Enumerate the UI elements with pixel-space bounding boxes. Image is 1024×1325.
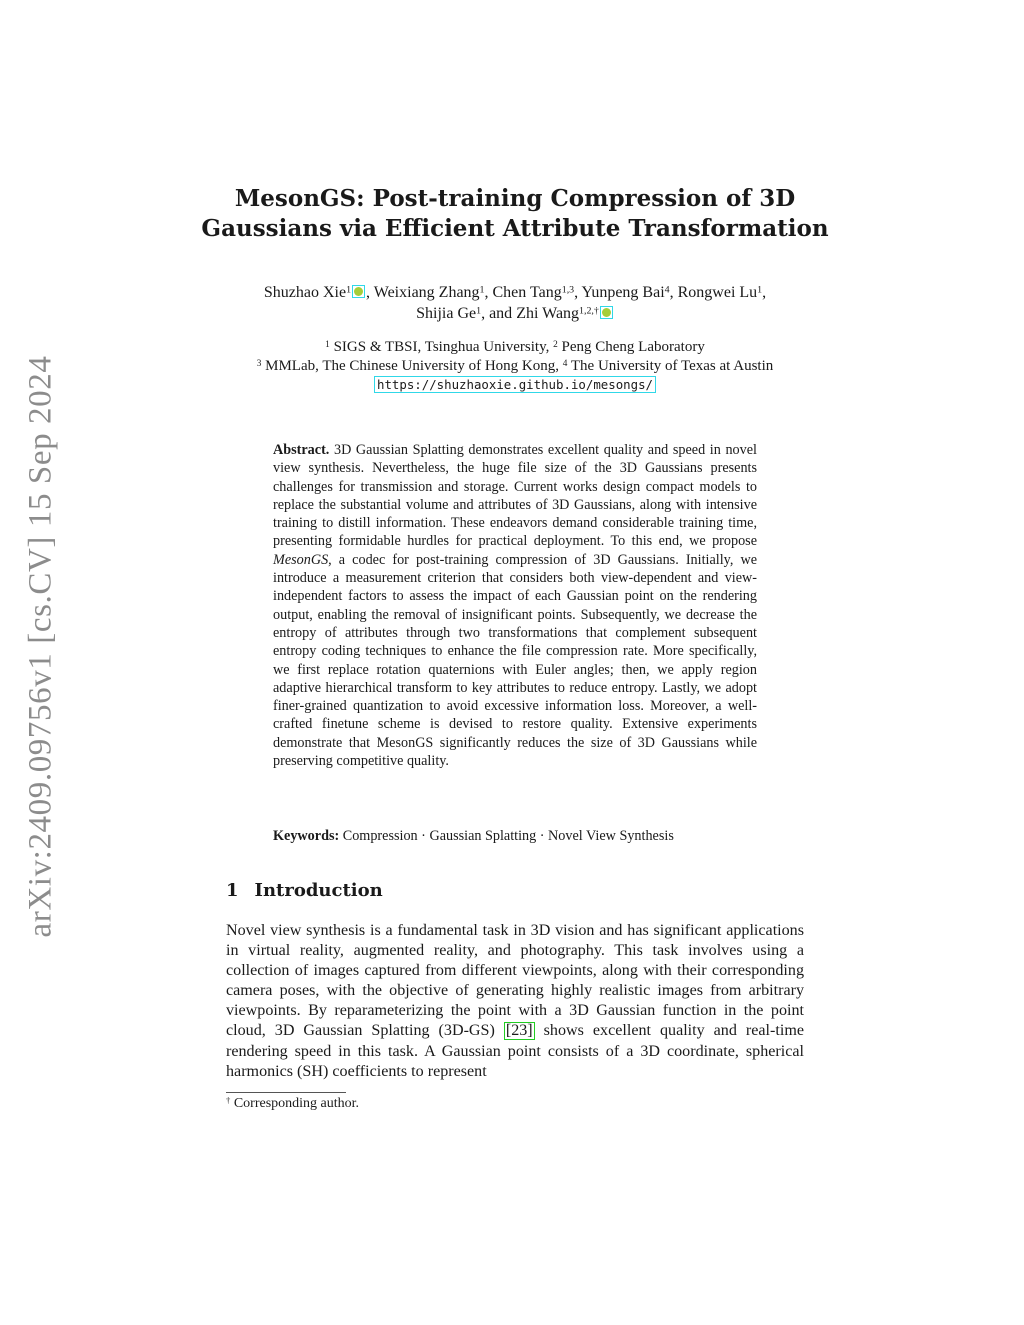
author-line-2: Shijia Ge$^1$, and Zhi Wang$^{1,2,\dagger}$	[180, 303, 850, 324]
affiliation-line-1: $^1$ SIGS & TBSI, Tsinghua University, $^2$ Peng Cheng Laboratory	[325, 339, 705, 355]
author-name: Zhi Wang	[516, 305, 580, 322]
abstract-label: Abstract.	[273, 442, 330, 458]
project-url-link[interactable]: https://shuzhaoxie.github.io/mesongs/	[374, 376, 656, 393]
method-name: MesonGS	[273, 551, 329, 568]
footnote-text: Corresponding author.	[230, 1096, 360, 1111]
footnote-rule	[226, 1092, 346, 1093]
section-number: 1	[226, 880, 239, 901]
author-name: Yunpeng Bai	[581, 284, 665, 301]
author-name: Shuzhao Xie	[263, 284, 347, 301]
keywords-label: Keywords:	[273, 828, 340, 844]
title-line-1: MesonGS: Post-training Compression of 3D	[234, 185, 796, 212]
introduction-paragraph: Novel view synthesis is a fundamental task in 3D vision and has significant applications in virtual reality, augmented reality, and photography. This task involves using a collection of images captured from different viewpoints, along with their corresponding camera poses, with the objective of generating highly realistic images from arbitrary viewpoints. By reparameterizing the point with a 3D Gaussian function in the point cloud, 3D Gaussian Splatting (3D-GS) [23] shows excellent quality and real-time rendering speed in this task. A Gaussian point consists of a 3D coordinate, spherical harmonics (SH) coefficients to represent	[226, 922, 804, 1080]
citation-link[interactable]: [23]	[505, 1022, 533, 1040]
orcid-icon[interactable]	[352, 285, 365, 298]
affiliations	[180, 338, 850, 395]
title-line-2: Gaussians via Efficient Attribute Transformation	[201, 215, 829, 242]
orcid-icon[interactable]	[600, 306, 613, 319]
author-name: Chen Tang	[492, 284, 562, 301]
footnote	[226, 1095, 359, 1113]
affiliation-line-2: $^3$ MMLab, The Chinese University of Hong Kong, $^4$ The University of Texas at Austin	[256, 358, 774, 374]
project-url-line	[180, 376, 850, 395]
arxiv-identifier: arXiv:2409.09756v1 [cs.CV] 15 Sep 2024	[22, 355, 59, 937]
author-affiliation-mark: 1	[346, 284, 352, 296]
arxiv-stamp	[16, 350, 66, 942]
author-affiliation-mark: 4	[664, 284, 670, 296]
author-list	[180, 282, 850, 324]
footnote-mark: †	[226, 1095, 231, 1106]
author-affiliation-mark: 1	[479, 284, 485, 296]
section-heading	[226, 880, 383, 902]
author-name: Weixiang Zhang	[373, 284, 480, 301]
paper-title	[190, 184, 840, 244]
author-line-1: Shuzhao Xie$^1$ , Weixiang Zhang$^1$, Chen Tang$^{1,3}$, Yunpeng Bai$^4$, Rongwei Lu$^1$,	[263, 284, 767, 301]
keywords	[273, 827, 773, 845]
abstract: Abstract. 3D Gaussian Splatting demonstrates excellent quality and speed in novel view synthesis. Nevertheless, the huge file size of the 3D Gaussians presents challenges for transmission and storage. Current works design compact models to replace the substantial volume and attributes of 3D Gaussians, along with intensive training to distill information. These endeavors demand considerable training time, presenting formidable hurdles for practical deployment. To this end, we propose MesonGS, a codec for post-training compression of 3D Gaussians. Initially, we introduce a measurement criterion that considers both view-dependent and view-independent factors to assess the impact of each Gaussian point on the rendering output, enabling the removal of insignificant points. Subsequently, we decrease the entropy of attributes through two transformations that complement subsequent entropy coding techniques to enhance the file compression rate. More specifically, we first replace rotation quaternions with Euler angles; then, we apply region adaptive hierarchical transform to key attributes to reduce entropy. Lastly, we adopt finer-grained quantization to avoid excessive information loss. Moreover, a well-crafted finetune scheme is devised to restore quality. Extensive experiments demonstrate that MesonGS significantly reduces the size of 3D Gaussians while preserving competitive quality.	[273, 442, 757, 770]
section-title: Introduction	[254, 880, 383, 901]
author-name: Rongwei Lu	[677, 284, 758, 301]
keywords-list: Compression · Gaussian Splatting · Novel View Synthesis	[339, 828, 674, 844]
author-affiliation-mark: 1,2,†	[579, 305, 599, 317]
author-affiliation-mark: 1	[757, 284, 763, 296]
author-affiliation-mark: 1,3	[561, 284, 575, 296]
author-affiliation-mark: 1	[476, 305, 482, 317]
author-name: Shijia Ge	[416, 305, 477, 322]
